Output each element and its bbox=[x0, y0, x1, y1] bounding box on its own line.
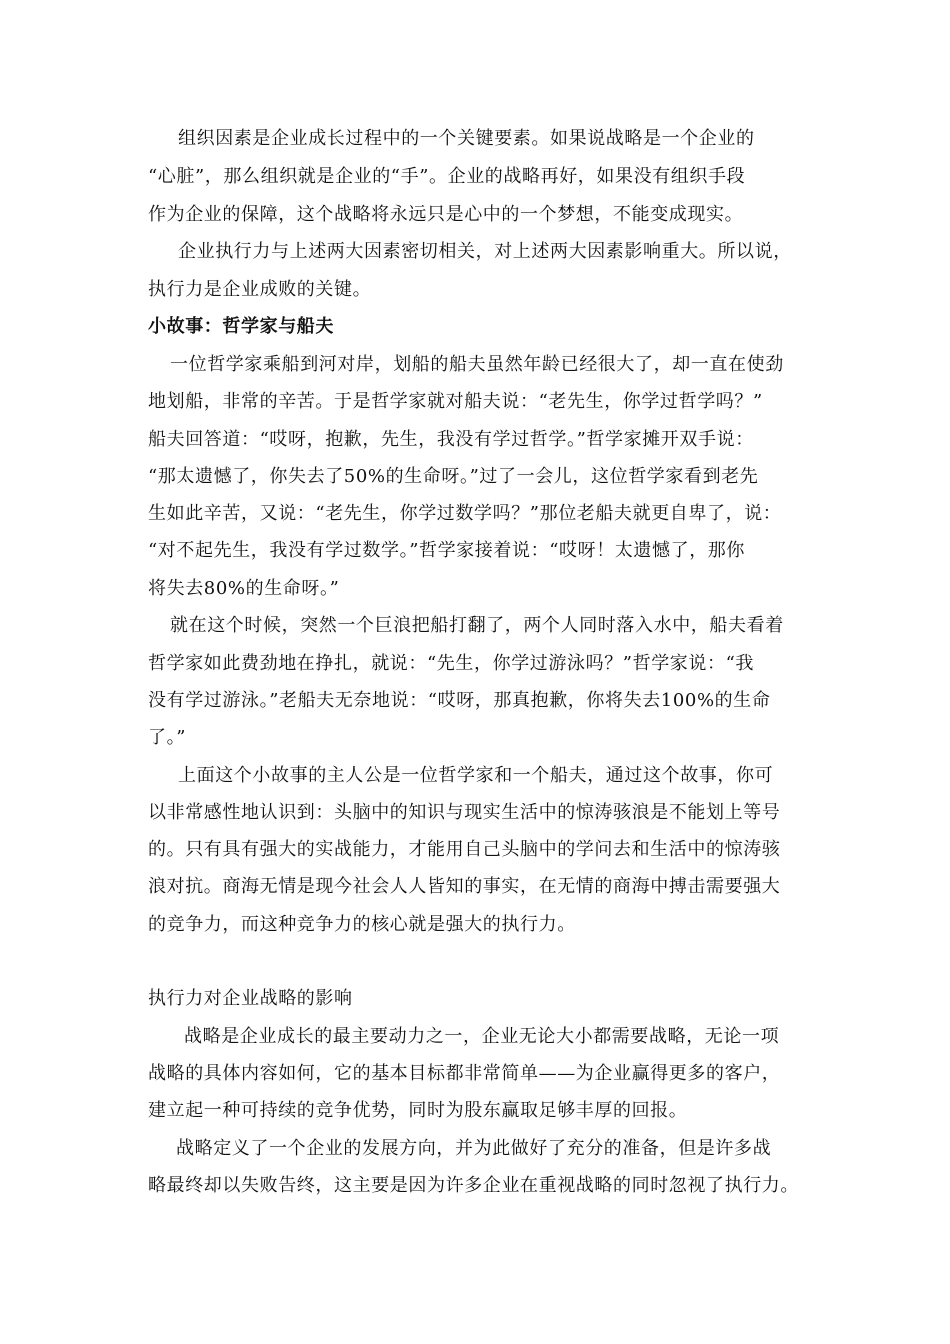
story-paragraph-2-line-2: 哲学家如此费劲地在挣扎，就说：“先生，你学过游泳吗？”哲学家说：“我 bbox=[148, 653, 755, 674]
story-paragraph-2-line-4: 了。” bbox=[148, 727, 187, 748]
section-paragraph-2-line-1: 战略定义了一个企业的发展方向，并为此做好了充分的准备，但是许多战 bbox=[176, 1138, 772, 1159]
story-paragraph-1-line-7: 将失去80%的生命呀。” bbox=[148, 578, 340, 599]
section-paragraph-1-line-3: 建立起一种可持续的竞争优势，同时为股东赢取足够丰厚的回报。 bbox=[148, 1100, 688, 1121]
story-heading: 小故事：哲学家与船夫 bbox=[148, 316, 334, 337]
story-paragraph-1-line-1: 一位哲学家乘船到河对岸，划船的船夫虽然年龄已经很大了，却一直在使劲 bbox=[170, 354, 784, 375]
story-paragraph-1-line-2: 地划船，非常的辛苦。于是哲学家就对船夫说：“老先生，你学过哲学吗？” bbox=[148, 391, 763, 412]
story-paragraph-2-line-1: 就在这个时候，突然一个巨浪把船打翻了，两个人同时落入水中，船夫看着 bbox=[170, 615, 784, 636]
story-paragraph-3-line-2: 以非常感性地认识到：头脑中的知识与现实生活中的惊涛骇浪是不能划上等号 bbox=[148, 802, 781, 823]
section-paragraph-1-line-1: 战略是企业成长的最主要动力之一，企业无论大小都需要战略，无论一项 bbox=[184, 1026, 780, 1047]
section-heading: 执行力对企业战略的影响 bbox=[148, 988, 353, 1009]
section-paragraph-1-line-2: 战略的具体内容如何，它的基本目标都非常简单——为企业赢得更多的客户， bbox=[148, 1063, 781, 1084]
paragraph-2-line-1: 企业执行力与上述两大因素密切相关，对上述两大因素影响重大。所以说， bbox=[178, 241, 792, 262]
story-paragraph-1-line-3: 船夫回答道：“哎呀，抱歉，先生，我没有学过哲学。”哲学家摊开双手说： bbox=[148, 429, 754, 450]
story-paragraph-1-line-6: “对不起先生，我没有学过数学。”哲学家接着说：“哎呀！太遗憾了，那你 bbox=[148, 540, 746, 561]
story-paragraph-3-line-5: 的竞争力，而这种竞争力的核心就是强大的执行力。 bbox=[148, 914, 576, 935]
story-paragraph-1-line-5: 生如此辛苦，又说：“老先生，你学过数学吗？”那位老船夫就更自卑了，说： bbox=[148, 503, 782, 524]
story-paragraph-3-line-3: 的。只有具有强大的实战能力，才能用自己头脑中的学问去和生活中的惊涛骇 bbox=[148, 839, 781, 860]
story-paragraph-3-line-4: 浪对抗。商海无情是现今社会人人皆知的事实，在无情的商海中搏击需要强大 bbox=[148, 876, 781, 897]
paragraph-2-line-2: 执行力是企业成败的关键。 bbox=[148, 279, 372, 300]
story-paragraph-1-line-4: “那太遗憾了，你失去了50%的生命呀。”过了一会儿，这位哲学家看到老先 bbox=[148, 466, 759, 487]
paragraph-1-line-1: 组织因素是企业成长过程中的一个关键要素。如果说战略是一个企业的 bbox=[178, 128, 755, 149]
paragraph-1-line-2: “心脏”，那么组织就是企业的“手”。企业的战略再好，如果没有组织手段 bbox=[148, 166, 746, 187]
section-paragraph-2-line-2: 略最终却以失败告终，这主要是因为许多企业在重视战略的同时忽视了执行力。 bbox=[148, 1175, 799, 1196]
story-paragraph-2-line-3: 没有学过游泳。”老船夫无奈地说：“哎呀，那真抱歉，你将失去100%的生命 bbox=[148, 690, 771, 711]
story-paragraph-3-line-1: 上面这个小故事的主人公是一位哲学家和一个船夫，通过这个故事，你可 bbox=[178, 765, 774, 786]
paragraph-1-line-3: 作为企业的保障，这个战略将永远只是心中的一个梦想，不能变成现实。 bbox=[148, 204, 744, 225]
